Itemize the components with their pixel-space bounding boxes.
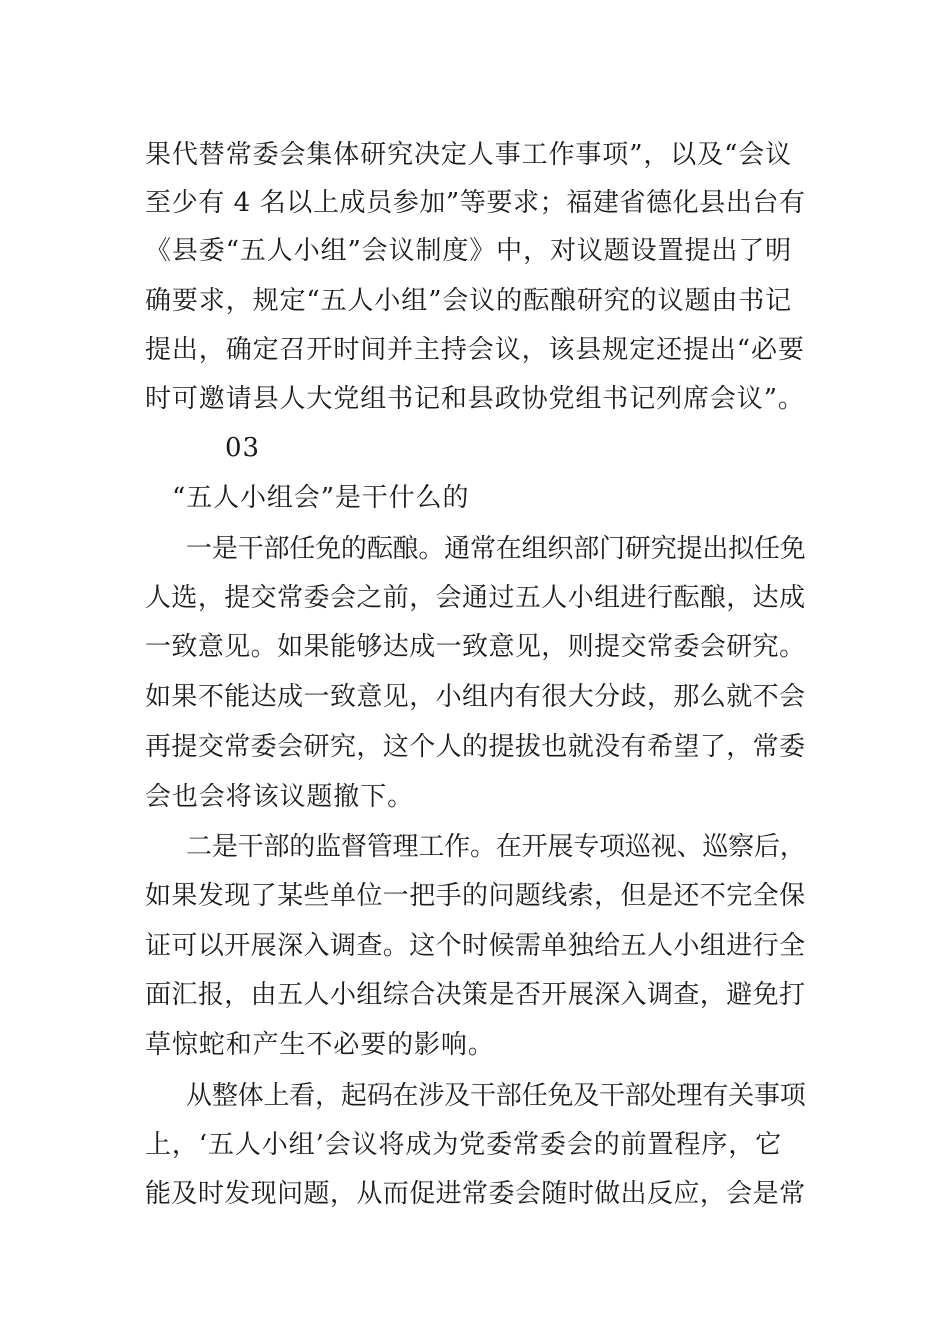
text-line: 能及时发现问题，从而促进常委会随时做出反应，会是常 xyxy=(145,1179,806,1209)
paragraph-start-line: 从整体上看，起码在涉及干部任免及干部处理有关事项 xyxy=(186,1081,806,1111)
text-line: 会也会将该议题撤下。 xyxy=(145,782,415,812)
text-line: 提出，确定召开时间并主持会议，该县规定还提出“必要 xyxy=(145,335,805,365)
text-line: 证可以开展深入调查。这个时候需单独给五人小组进行全 xyxy=(145,931,806,961)
text-line: 如果不能达成一致意见，小组内有很大分歧，那么就不会 xyxy=(145,682,806,712)
text-line: 果代替常委会集体研究决定人事工作事项”，以及“会议 xyxy=(145,140,793,170)
text-line: 再提交常委会研究，这个人的提拔也就没有希望了，常委 xyxy=(145,732,806,762)
text-line: 一致意见。如果能够达成一致意见，则提交常委会研究。 xyxy=(145,632,806,662)
text-line: 人选，提交常委会之前，会通过五人小组进行酝酿，达成 xyxy=(145,583,806,613)
section-heading: “五人小组会”是干什么的 xyxy=(172,483,470,513)
text-line: 上，‘五人小组’会议将成为党委常委会的前置程序，它 xyxy=(145,1130,783,1160)
paragraph-start-line: 一是干部任免的酝酿。通常在组织部门研究提出拟任免 xyxy=(186,534,806,564)
text-line: 至少有 4 名以上成员参加”等要求；福建省德化县出台有 xyxy=(145,188,806,218)
paragraph-start-line: 二是干部的监督管理工作。在开展专项巡视、巡察后， xyxy=(186,832,806,862)
text-line: 草惊蛇和产生不必要的影响。 xyxy=(145,1030,495,1060)
text-line: 确要求，规定“五人小组”会议的酝酿研究的议题由书记 xyxy=(145,286,793,316)
text-line: 《县委“五人小组”会议制度》中，对议题设置提出了明 xyxy=(145,236,793,266)
text-line: 时可邀请县人大党组书记和县政协党组书记列席会议”。 xyxy=(145,384,805,414)
text-line: 面汇报，由五人小组综合决策是否开展深入调查，避免打 xyxy=(145,980,806,1010)
section-number: 03 xyxy=(225,433,260,463)
text-line: 如果发现了某些单位一把手的问题线索，但是还不完全保 xyxy=(145,881,806,911)
